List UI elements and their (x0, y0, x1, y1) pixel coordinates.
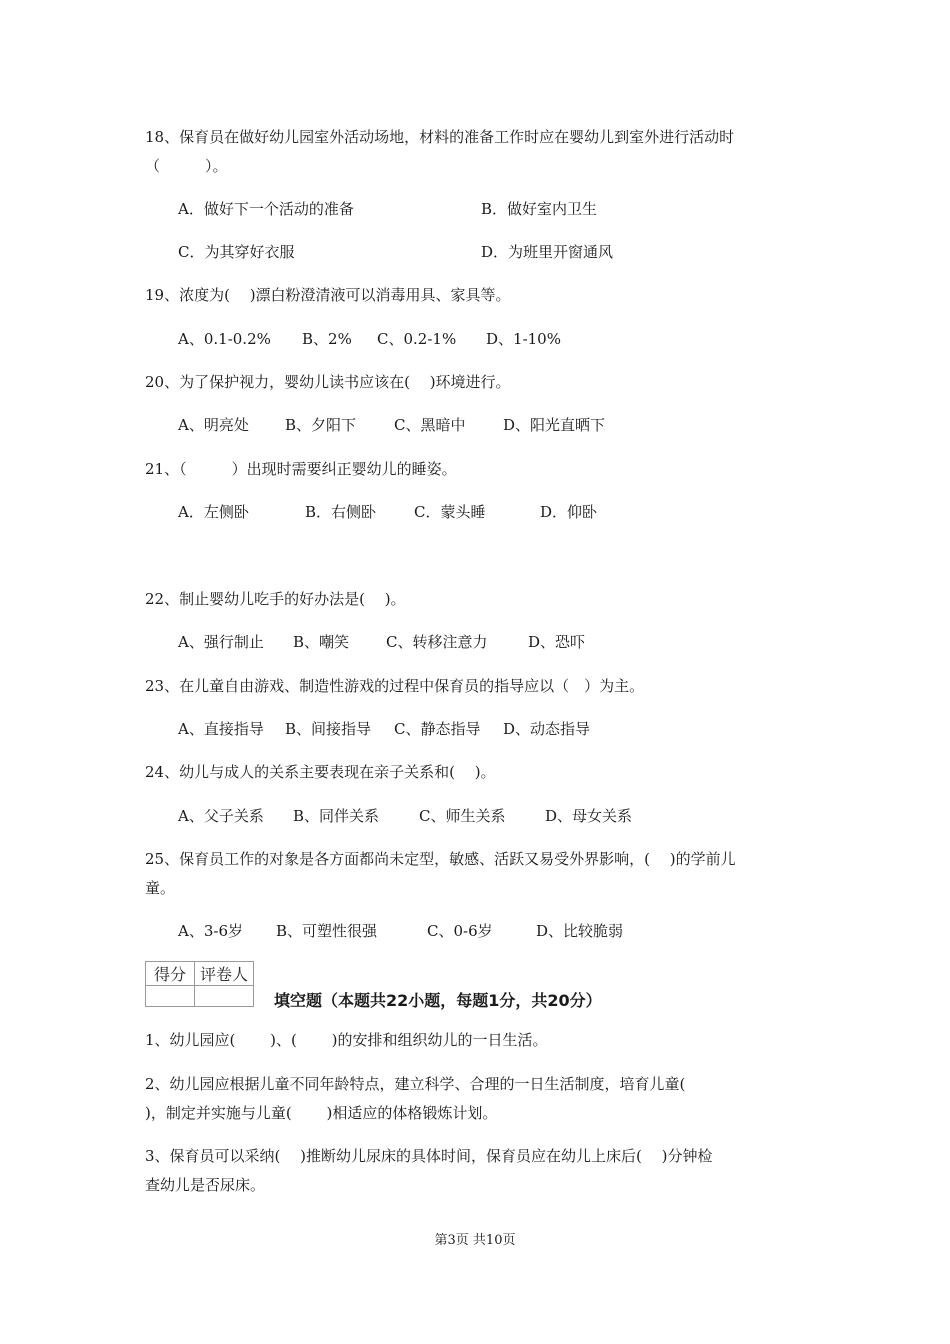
fill-q3-line2: 查幼儿是否尿床。 (145, 1176, 266, 1194)
q24-stem: 24、幼儿与成人的关系主要表现在亲子关系和( )。 (145, 763, 496, 781)
grader-cell (195, 986, 254, 1007)
q20-option-a: A、明亮处 (178, 416, 249, 434)
page-footer: 第3页 共10页 (434, 1233, 516, 1248)
q18-stem-line2: （ ）。 (145, 157, 228, 175)
q22-stem: 22、制止婴幼儿吃手的好办法是( )。 (145, 590, 406, 608)
score-cell (146, 986, 195, 1007)
q23-option-b: B、间接指导 (285, 720, 372, 738)
q19-option-c: C、0.2-1% (377, 330, 457, 348)
q21-option-c: C．蒙头睡 (414, 503, 486, 521)
q19-option-b: B、2% (302, 330, 352, 348)
q20-option-c: C、黑暗中 (394, 416, 466, 434)
q25-option-a: A、3-6岁 (178, 922, 243, 940)
fill-q2-line2: )，制定并实施与儿童( )相适应的体格锻炼计划。 (145, 1104, 498, 1122)
fill-q1: 1、幼儿园应( )、( )的安排和组织幼儿的一日生活。 (145, 1031, 548, 1049)
q20-stem: 20、为了保护视力，婴幼儿读书应该在( )环境进行。 (145, 373, 511, 391)
q22-option-a: A、强行制止 (178, 633, 264, 651)
q22-option-b: B、嘲笑 (293, 633, 350, 651)
q21-option-b: B．右侧卧 (305, 503, 377, 521)
q23-option-c: C、静态指导 (394, 720, 481, 738)
q24-option-a: A、父子关系 (178, 807, 264, 825)
q25-stem-line1: 25、保育员工作的对象是各方面都尚未定型，敏感、活跃又易受外界影响，( )的学前儿 (145, 850, 736, 868)
q21-stem: 21、（ ）出现时需要纠正婴幼儿的睡姿。 (145, 460, 457, 478)
q23-option-d: D、动态指导 (503, 720, 591, 738)
section-title: 填空题（本题共22小题，每题1分，共20分） (274, 991, 602, 1010)
q24-option-c: C、师生关系 (419, 807, 506, 825)
grader-header: 评卷人 (195, 962, 254, 986)
q18-option-b: B．做好室内卫生 (481, 200, 598, 218)
q19-stem: 19、浓度为( )漂白粉澄清液可以消毒用具、家具等。 (145, 286, 511, 304)
q18-option-d: D．为班里开窗通风 (481, 243, 614, 261)
q18-option-c: C．为其穿好衣服 (178, 243, 295, 261)
score-header: 得分 (146, 962, 195, 986)
q23-stem: 23、在儿童自由游戏、制造性游戏的过程中保育员的指导应以（ ）为主。 (145, 677, 645, 695)
fill-q2-line1: 2、幼儿园应根据儿童不同年龄特点，建立科学、合理的一日生活制度，培育儿童( (145, 1075, 686, 1093)
q19-option-d: D、1-10% (486, 330, 561, 348)
q25-option-b: B、可塑性很强 (276, 922, 378, 940)
q25-option-d: D、比较脆弱 (536, 922, 624, 940)
q18-option-a: A．做好下一个活动的准备 (178, 200, 354, 218)
q25-stem-line2: 童。 (145, 879, 176, 897)
q21-option-d: D．仰卧 (540, 503, 598, 521)
q23-option-a: A、直接指导 (178, 720, 264, 738)
fill-q3-line1: 3、保育员可以采纳( )推断幼儿尿床的具体时间，保育员应在幼儿上床后( )分钟检 (145, 1147, 713, 1165)
q20-option-b: B、夕阳下 (285, 416, 357, 434)
q22-option-d: D、恐吓 (528, 633, 586, 651)
q18-stem-line1: 18、保育员在做好幼儿园室外活动场地，材料的准备工作时应在婴幼儿到室外进行活动时 (145, 128, 735, 146)
q19-option-a: A、0.1-0.2% (178, 330, 271, 348)
q24-option-b: B、同伴关系 (293, 807, 380, 825)
q20-option-d: D、阳光直晒下 (503, 416, 606, 434)
q22-option-c: C、转移注意力 (386, 633, 488, 651)
score-table (145, 961, 254, 1007)
q24-option-d: D、母女关系 (545, 807, 633, 825)
q21-option-a: A．左侧卧 (178, 503, 249, 521)
q25-option-c: C、0-6岁 (427, 922, 493, 940)
